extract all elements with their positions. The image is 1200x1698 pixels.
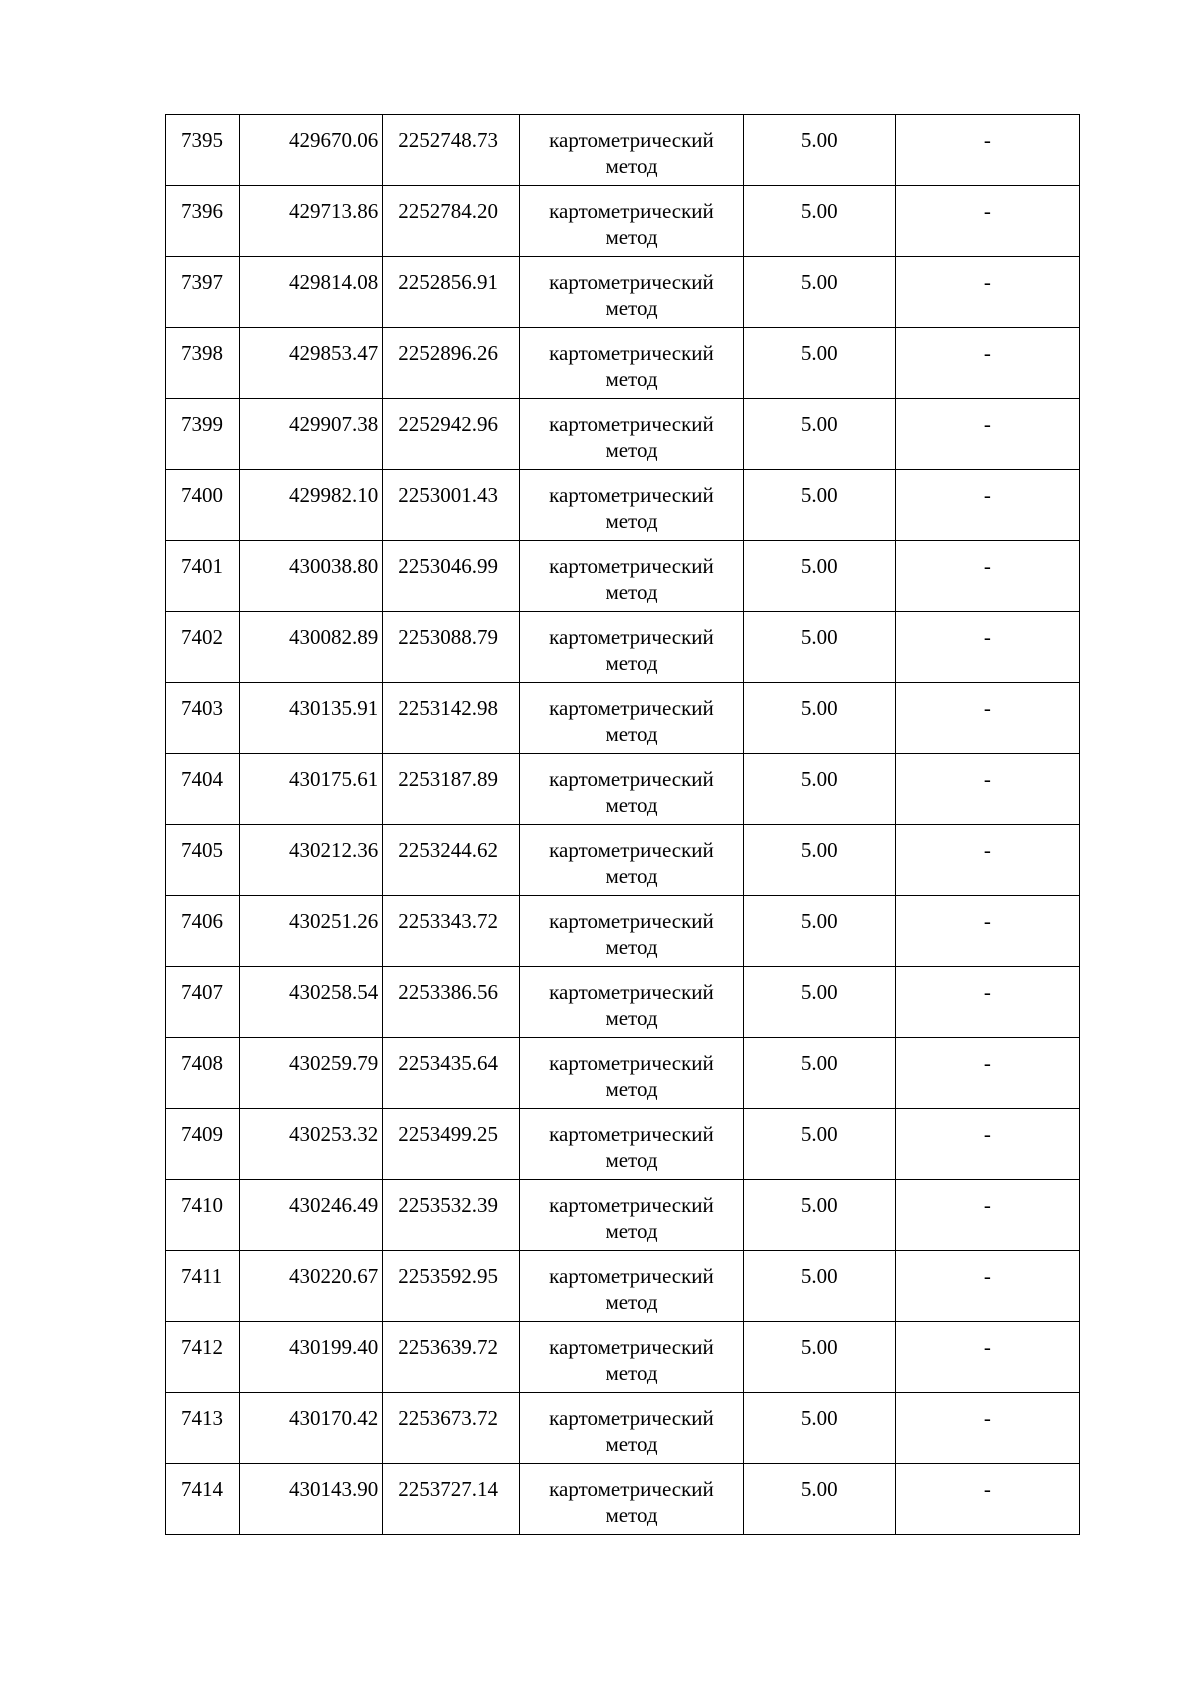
method-cell: [520, 470, 743, 541]
accuracy-value: 5.00: [800, 1193, 838, 1217]
point-number-cell: [166, 1180, 240, 1251]
description-value: -: [983, 1335, 991, 1359]
y-coordinate: 2253673.72: [398, 1406, 498, 1430]
y-coordinate-cell: [383, 1251, 520, 1322]
y-coordinate-cell: [383, 825, 520, 896]
method-line-1: картометрический: [549, 980, 714, 1004]
x-coordinate-cell: [240, 967, 383, 1038]
x-coordinate-cell: [240, 1038, 383, 1109]
table-row: [166, 399, 1080, 470]
table-row: [166, 1322, 1080, 1393]
method-line-1: картометрический: [549, 412, 714, 436]
point-number: 7413: [181, 1406, 223, 1430]
point-number-cell: [166, 186, 240, 257]
accuracy-value: 5.00: [800, 128, 838, 152]
accuracy-value: 5.00: [800, 483, 838, 507]
point-number-cell: [166, 115, 240, 186]
description-value: -: [983, 412, 991, 436]
table-row: [166, 328, 1080, 399]
x-coordinate-cell: [240, 399, 383, 470]
accuracy-value: 5.00: [800, 199, 838, 223]
method-cell: [520, 1180, 743, 1251]
method-cell: [520, 754, 743, 825]
y-coordinate-cell: [383, 399, 520, 470]
point-number-cell: [166, 896, 240, 967]
table-row: [166, 1109, 1080, 1180]
x-coordinate-cell: [240, 1393, 383, 1464]
point-number-cell: [166, 399, 240, 470]
y-coordinate: 2253046.99: [398, 554, 498, 578]
accuracy-value: 5.00: [800, 412, 838, 436]
table-row: [166, 115, 1080, 186]
description-cell: [895, 896, 1079, 967]
description-value: -: [983, 838, 991, 862]
x-coordinate: 430038.80: [288, 554, 379, 578]
point-number: 7395: [181, 128, 223, 152]
point-number-cell: [166, 825, 240, 896]
accuracy-value: 5.00: [800, 1122, 838, 1146]
point-number: 7405: [181, 838, 223, 862]
description-value: -: [983, 980, 991, 1004]
accuracy-cell: [743, 1393, 895, 1464]
accuracy-cell: [743, 1038, 895, 1109]
point-number: 7412: [181, 1335, 223, 1359]
method-line-1: картометрический: [549, 1264, 714, 1288]
accuracy-cell: [743, 754, 895, 825]
method-line-2: метод: [605, 1361, 658, 1385]
description-cell: [895, 541, 1079, 612]
table-row: [166, 754, 1080, 825]
y-coordinate: 2252856.91: [398, 270, 498, 294]
y-coordinate: 2253244.62: [398, 838, 498, 862]
x-coordinate-cell: [240, 470, 383, 541]
description-cell: [895, 115, 1079, 186]
y-coordinate-cell: [383, 1038, 520, 1109]
table-row: [166, 1464, 1080, 1535]
method-line-2: метод: [605, 1148, 658, 1172]
method-line-2: метод: [605, 1432, 658, 1456]
description-value: -: [983, 696, 991, 720]
y-coordinate: 2253001.43: [398, 483, 498, 507]
method-cell: [520, 1251, 743, 1322]
description-cell: [895, 1464, 1079, 1535]
description-cell: [895, 1038, 1079, 1109]
method-line-1: картометрический: [549, 128, 714, 152]
accuracy-cell: [743, 1322, 895, 1393]
y-coordinate: 2253435.64: [398, 1051, 498, 1075]
method-line-1: картометрический: [549, 483, 714, 507]
x-coordinate: 430175.61: [288, 767, 379, 791]
description-cell: [895, 328, 1079, 399]
point-number: 7410: [181, 1193, 223, 1217]
point-number: 7403: [181, 696, 223, 720]
point-number-cell: [166, 754, 240, 825]
x-coordinate: 430259.79: [288, 1051, 379, 1075]
method-cell: [520, 115, 743, 186]
method-line-2: метод: [605, 1503, 658, 1527]
description-cell: [895, 1109, 1079, 1180]
x-coordinate: 429713.86: [288, 199, 379, 223]
accuracy-cell: [743, 825, 895, 896]
x-coordinate-cell: [240, 541, 383, 612]
method-line-2: метод: [605, 1006, 658, 1030]
table-row: [166, 186, 1080, 257]
x-coordinate: 429670.06: [288, 128, 379, 152]
table-row: [166, 825, 1080, 896]
accuracy-value: 5.00: [800, 554, 838, 578]
description-value: -: [983, 1477, 991, 1501]
y-coordinate: 2253592.95: [398, 1264, 498, 1288]
y-coordinate-cell: [383, 612, 520, 683]
table-row: [166, 1393, 1080, 1464]
x-coordinate-cell: [240, 825, 383, 896]
description-cell: [895, 612, 1079, 683]
method-cell: [520, 1393, 743, 1464]
method-line-1: картометрический: [549, 554, 714, 578]
point-number-cell: [166, 1464, 240, 1535]
method-cell: [520, 1322, 743, 1393]
x-coordinate: 430143.90: [288, 1477, 379, 1501]
method-line-1: картометрический: [549, 909, 714, 933]
y-coordinate-cell: [383, 896, 520, 967]
x-coordinate-cell: [240, 186, 383, 257]
description-cell: [895, 1251, 1079, 1322]
description-cell: [895, 967, 1079, 1038]
table-row: [166, 470, 1080, 541]
point-number: 7414: [181, 1477, 223, 1501]
description-value: -: [983, 767, 991, 791]
x-coordinate: 430199.40: [288, 1335, 379, 1359]
x-coordinate: 430170.42: [288, 1406, 379, 1430]
x-coordinate-cell: [240, 1109, 383, 1180]
description-value: -: [983, 1264, 991, 1288]
x-coordinate: 429853.47: [288, 341, 379, 365]
x-coordinate: 430258.54: [288, 980, 379, 1004]
y-coordinate-cell: [383, 257, 520, 328]
accuracy-value: 5.00: [800, 341, 838, 365]
table-row: [166, 1038, 1080, 1109]
y-coordinate-cell: [383, 754, 520, 825]
method-line-2: метод: [605, 438, 658, 462]
y-coordinate: 2253386.56: [398, 980, 498, 1004]
method-line-2: метод: [605, 1219, 658, 1243]
table-body: [166, 115, 1080, 1535]
description-value: -: [983, 1193, 991, 1217]
accuracy-cell: [743, 257, 895, 328]
description-cell: [895, 683, 1079, 754]
x-coordinate-cell: [240, 257, 383, 328]
method-line-2: метод: [605, 367, 658, 391]
point-number-cell: [166, 967, 240, 1038]
accuracy-value: 5.00: [800, 838, 838, 862]
y-coordinate: 2253187.89: [398, 767, 498, 791]
point-number: 7398: [181, 341, 223, 365]
method-line-1: картометрический: [549, 1477, 714, 1501]
accuracy-cell: [743, 470, 895, 541]
table-row: [166, 612, 1080, 683]
point-number: 7406: [181, 909, 223, 933]
method-line-1: картометрический: [549, 767, 714, 791]
description-cell: [895, 470, 1079, 541]
x-coordinate: 429814.08: [288, 270, 379, 294]
y-coordinate-cell: [383, 1464, 520, 1535]
x-coordinate-cell: [240, 754, 383, 825]
method-cell: [520, 328, 743, 399]
x-coordinate: 430135.91: [288, 696, 379, 720]
description-cell: [895, 1322, 1079, 1393]
y-coordinate-cell: [383, 967, 520, 1038]
accuracy-value: 5.00: [800, 696, 838, 720]
point-number-cell: [166, 328, 240, 399]
point-number-cell: [166, 1322, 240, 1393]
point-number-cell: [166, 612, 240, 683]
description-cell: [895, 399, 1079, 470]
y-coordinate-cell: [383, 1393, 520, 1464]
x-coordinate-cell: [240, 1322, 383, 1393]
point-number: 7397: [181, 270, 223, 294]
point-number: 7402: [181, 625, 223, 649]
y-coordinate: 2253343.72: [398, 909, 498, 933]
point-number-cell: [166, 1038, 240, 1109]
method-line-2: метод: [605, 1077, 658, 1101]
point-number-cell: [166, 1393, 240, 1464]
description-cell: [895, 1393, 1079, 1464]
method-line-1: картометрический: [549, 1406, 714, 1430]
accuracy-cell: [743, 1464, 895, 1535]
y-coordinate-cell: [383, 470, 520, 541]
table-row: [166, 967, 1080, 1038]
method-line-1: картометрический: [549, 1122, 714, 1146]
accuracy-value: 5.00: [800, 1264, 838, 1288]
point-number: 7404: [181, 767, 223, 791]
table-row: [166, 1251, 1080, 1322]
point-number: 7396: [181, 199, 223, 223]
method-line-2: метод: [605, 509, 658, 533]
point-number-cell: [166, 470, 240, 541]
accuracy-value: 5.00: [800, 1477, 838, 1501]
x-coordinate: 430082.89: [288, 625, 379, 649]
accuracy-cell: [743, 399, 895, 470]
description-value: -: [983, 625, 991, 649]
method-line-2: метод: [605, 722, 658, 746]
y-coordinate: 2253639.72: [398, 1335, 498, 1359]
method-cell: [520, 399, 743, 470]
accuracy-cell: [743, 115, 895, 186]
y-coordinate: 2253532.39: [398, 1193, 498, 1217]
accuracy-cell: [743, 1109, 895, 1180]
method-cell: [520, 257, 743, 328]
description-value: -: [983, 1122, 991, 1146]
table-row: [166, 1180, 1080, 1251]
table-row: [166, 257, 1080, 328]
x-coordinate-cell: [240, 612, 383, 683]
method-line-1: картометрический: [549, 1051, 714, 1075]
accuracy-value: 5.00: [800, 980, 838, 1004]
method-cell: [520, 1038, 743, 1109]
description-value: -: [983, 1051, 991, 1075]
accuracy-value: 5.00: [800, 625, 838, 649]
description-cell: [895, 825, 1079, 896]
accuracy-value: 5.00: [800, 1051, 838, 1075]
y-coordinate: 2252748.73: [398, 128, 498, 152]
point-number-cell: [166, 257, 240, 328]
point-number: 7400: [181, 483, 223, 507]
table-row: [166, 683, 1080, 754]
y-coordinate: 2253088.79: [398, 625, 498, 649]
accuracy-cell: [743, 328, 895, 399]
x-coordinate-cell: [240, 328, 383, 399]
method-line-2: метод: [605, 864, 658, 888]
accuracy-value: 5.00: [800, 909, 838, 933]
accuracy-cell: [743, 612, 895, 683]
y-coordinate-cell: [383, 115, 520, 186]
description-value: -: [983, 483, 991, 507]
y-coordinate-cell: [383, 328, 520, 399]
y-coordinate-cell: [383, 1322, 520, 1393]
method-cell: [520, 541, 743, 612]
accuracy-cell: [743, 683, 895, 754]
method-cell: [520, 896, 743, 967]
method-line-2: метод: [605, 651, 658, 675]
x-coordinate: 430246.49: [288, 1193, 379, 1217]
method-line-1: картометрический: [549, 838, 714, 862]
description-cell: [895, 1180, 1079, 1251]
y-coordinate-cell: [383, 1109, 520, 1180]
x-coordinate: 430251.26: [288, 909, 379, 933]
method-line-1: картометрический: [549, 270, 714, 294]
x-coordinate-cell: [240, 1180, 383, 1251]
description-value: -: [983, 128, 991, 152]
point-number: 7408: [181, 1051, 223, 1075]
point-number: 7399: [181, 412, 223, 436]
accuracy-value: 5.00: [800, 270, 838, 294]
y-coordinate: 2253727.14: [398, 1477, 498, 1501]
method-line-2: метод: [605, 296, 658, 320]
description-value: -: [983, 341, 991, 365]
point-number: 7401: [181, 554, 223, 578]
point-number-cell: [166, 1109, 240, 1180]
x-coordinate-cell: [240, 1464, 383, 1535]
accuracy-cell: [743, 541, 895, 612]
x-coordinate-cell: [240, 1251, 383, 1322]
y-coordinate: 2253499.25: [398, 1122, 498, 1146]
point-number: 7407: [181, 980, 223, 1004]
description-value: -: [983, 554, 991, 578]
x-coordinate: 430220.67: [288, 1264, 379, 1288]
x-coordinate: 430212.36: [288, 838, 379, 862]
point-number: 7409: [181, 1122, 223, 1146]
y-coordinate-cell: [383, 186, 520, 257]
method-line-2: метод: [605, 154, 658, 178]
method-cell: [520, 825, 743, 896]
method-cell: [520, 1464, 743, 1535]
y-coordinate: 2252942.96: [398, 412, 498, 436]
method-line-1: картометрический: [549, 199, 714, 223]
x-coordinate: 429982.10: [288, 483, 379, 507]
method-line-2: метод: [605, 935, 658, 959]
y-coordinate: 2253142.98: [398, 696, 498, 720]
method-line-2: метод: [605, 793, 658, 817]
method-line-1: картометрический: [549, 1335, 714, 1359]
method-line-2: метод: [605, 580, 658, 604]
accuracy-value: 5.00: [800, 767, 838, 791]
accuracy-cell: [743, 896, 895, 967]
point-number-cell: [166, 1251, 240, 1322]
method-cell: [520, 612, 743, 683]
point-number-cell: [166, 683, 240, 754]
point-number-cell: [166, 541, 240, 612]
table-row: [166, 541, 1080, 612]
description-cell: [895, 754, 1079, 825]
description-value: -: [983, 199, 991, 223]
x-coordinate-cell: [240, 683, 383, 754]
method-cell: [520, 186, 743, 257]
x-coordinate: 429907.38: [288, 412, 379, 436]
method-line-2: метод: [605, 1290, 658, 1314]
accuracy-cell: [743, 1180, 895, 1251]
y-coordinate-cell: [383, 1180, 520, 1251]
point-number: 7411: [181, 1264, 223, 1288]
method-line-1: картометрический: [549, 625, 714, 649]
description-value: -: [983, 1406, 991, 1430]
y-coordinate-cell: [383, 541, 520, 612]
x-coordinate-cell: [240, 896, 383, 967]
method-line-2: метод: [605, 225, 658, 249]
x-coordinate: 430253.32: [288, 1122, 379, 1146]
description-cell: [895, 186, 1079, 257]
accuracy-cell: [743, 1251, 895, 1322]
description-value: -: [983, 270, 991, 294]
y-coordinate: 2252896.26: [398, 341, 498, 365]
method-cell: [520, 967, 743, 1038]
x-coordinate-cell: [240, 115, 383, 186]
method-line-1: картометрический: [549, 696, 714, 720]
accuracy-value: 5.00: [800, 1335, 838, 1359]
table-row: [166, 896, 1080, 967]
accuracy-value: 5.00: [800, 1406, 838, 1430]
method-cell: [520, 683, 743, 754]
description-cell: [895, 257, 1079, 328]
coordinates-table: [165, 114, 1080, 1535]
y-coordinate: 2252784.20: [398, 199, 498, 223]
method-line-1: картометрический: [549, 341, 714, 365]
accuracy-cell: [743, 967, 895, 1038]
method-cell: [520, 1109, 743, 1180]
y-coordinate-cell: [383, 683, 520, 754]
description-value: -: [983, 909, 991, 933]
method-line-1: картометрический: [549, 1193, 714, 1217]
accuracy-cell: [743, 186, 895, 257]
